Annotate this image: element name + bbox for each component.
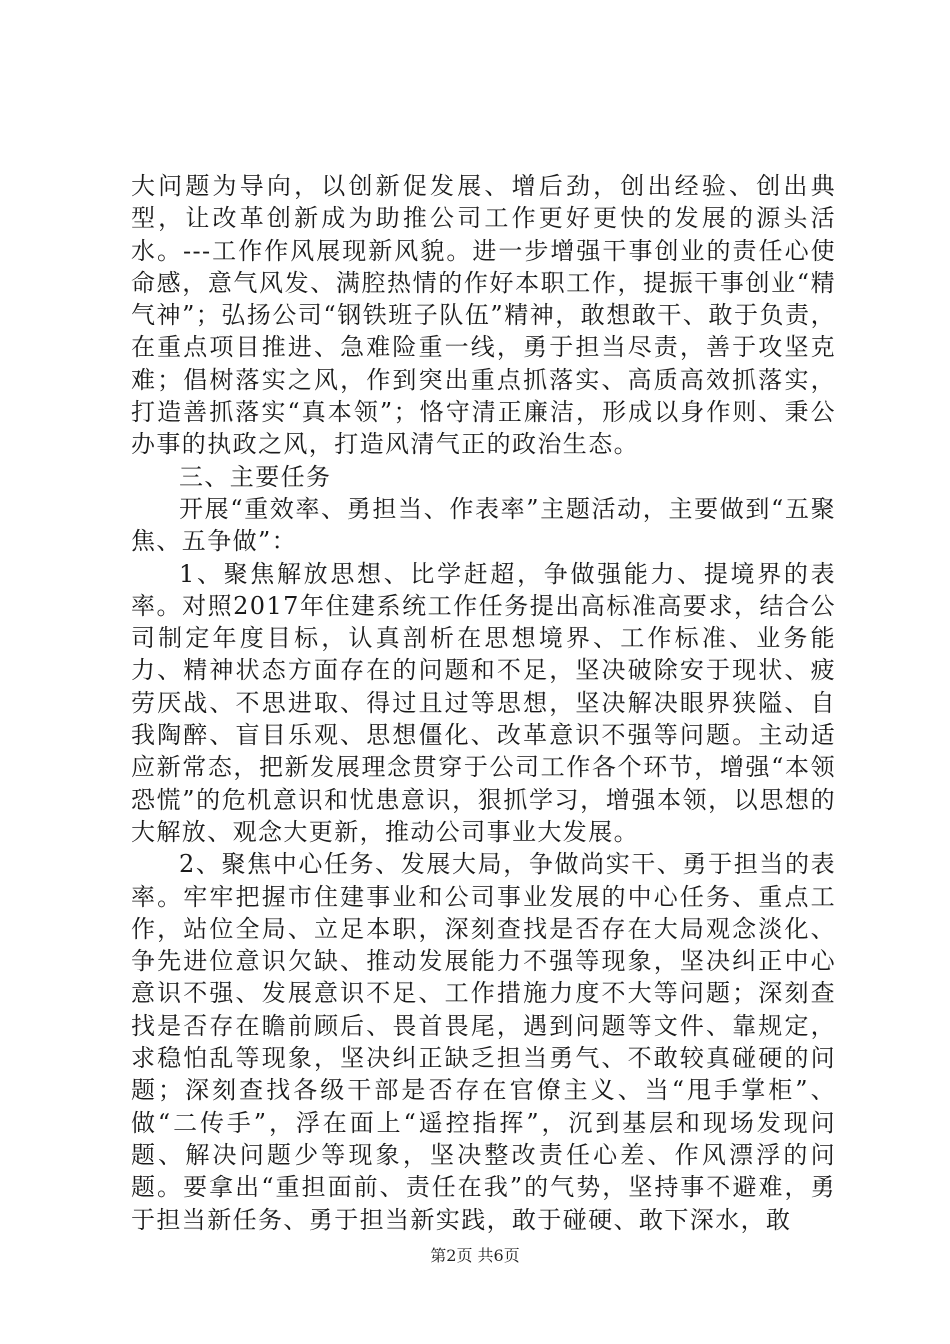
paragraph-intro: 开展“重效率、勇担当、作表率”主题活动，主要做到“五聚焦、五争做”： (131, 494, 836, 556)
paragraph-continuation: 大问题为导向，以创新促发展、增后劲，创出经验、创出典型，让改革创新成为助推公司工作更好更快的发展的源头活水。---工作作风展现新风貌。进一步增强干事创业的责任心使命感，意气风发、满腔热情的作好本职工作，提振干事创业“精气神”；弘扬公司“钢铁班子队伍”精神，敢想敢干、敢于负责，在重点项目推进、急难险重一线，勇于担当尽责，善于攻坚克难；倡树落实之风，作到突出重点抓落实、高质高效抓落实，打造善抓落实“真本领”；恪守清正廉洁，形成以身作则、秉公办事的执政之风，打造风清气正的政治生态。 (131, 172, 836, 459)
paragraph-item-2: 2、聚焦中心任务、发展大局，争做尚实干、勇于担当的表率。牢牢把握市住建事业和公司事业发展的中心任务、重点工作，站位全局、立足本职，深刻查找是否存在大局观念淡化、争先进位意识欠缺、推动发展能力不强等现象，坚决纠正中心意识不强、发展意识不足、工作措施力度不大等问题；深刻查找是否存在瞻前顾后、畏首畏尾，遇到问题等文件、靠规定，求稳怕乱等现象，坚决纠正缺乏担当勇气、不敢较真碰硬的问题；深刻查找各级干部是否存在官僚主义、当“甩手掌柜”、做“二传手”，浮在面上“遥控指挥”，沉到基层和现场发现问题、解决问题少等现象，坚决整改责任心差、作风漂浮的问题。要拿出“重担面前、责任在我”的气势，坚持事不避难，勇于担当新任务、勇于担当新实践，敢于碰硬、敢下深水，敢 (131, 850, 836, 1234)
page-footer: 第2页 共6页 (430, 1246, 520, 1265)
document-body (131, 170, 836, 1236)
section-heading: 三、主要任务 (179, 462, 332, 491)
paragraph-item-1: 1、聚焦解放思想、比学赶超，争做强能力、提境界的表率。对照2017年住建系统工作任务提出高标准高要求，结合公司制定年度目标，认真剖析在思想境界、工作标准、业务能力、精神状态方面存在的问题和不足，坚决破除安于现状、疲劳厌战、不思进取、得过且过等思想，坚决解决眼界狭隘、自我陶醉、盲目乐观、思想僵化、改革意识不强等问题。主动适应新常态，把新发展理念贯穿于公司工作各个环节，增强“本领恐慌”的危机意识和忧患意识，狠抓学习，增强本领，以思想的大解放、观念大更新，推动公司事业大发展。 (131, 559, 836, 846)
